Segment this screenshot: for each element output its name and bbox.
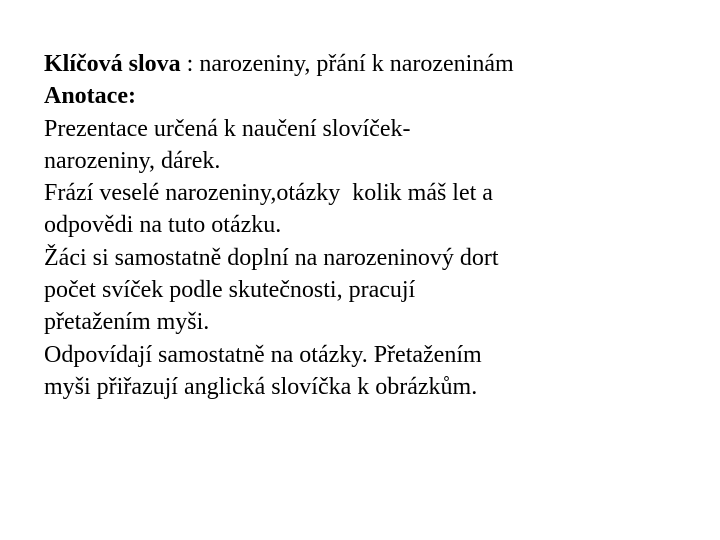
annotation-line: počet svíček podle skutečnosti, pracují (44, 277, 416, 304)
keywords-line (44, 48, 694, 80)
keywords-value: narozeniny, přání k narozeninám (199, 51, 514, 77)
annotation-line: Odpovídají samostatně na otázky. Přetažením (44, 341, 482, 368)
annotation-line: Prezentace určená k naučení slovíček- (44, 115, 411, 142)
annotation-line: odpovědi na tuto otázku. (44, 212, 282, 239)
annotation-line: Žáci si samostatně doplní na narozeninový dort (44, 244, 499, 271)
annotation-heading: Anotace: (44, 83, 136, 110)
annotation-line: Frází veselé narozeniny,otázky kolik máš let a (44, 180, 493, 207)
annotation-line: narozeniny, dárek. (44, 147, 221, 174)
keywords-label: Klíčová slova (44, 51, 181, 77)
annotation-line: myši přiřazují anglická slovíčka k obrázkům. (44, 373, 478, 400)
keywords-separator: : (180, 51, 200, 77)
annotation-line: přetažením myši. (44, 309, 210, 336)
slide-content (44, 48, 694, 403)
